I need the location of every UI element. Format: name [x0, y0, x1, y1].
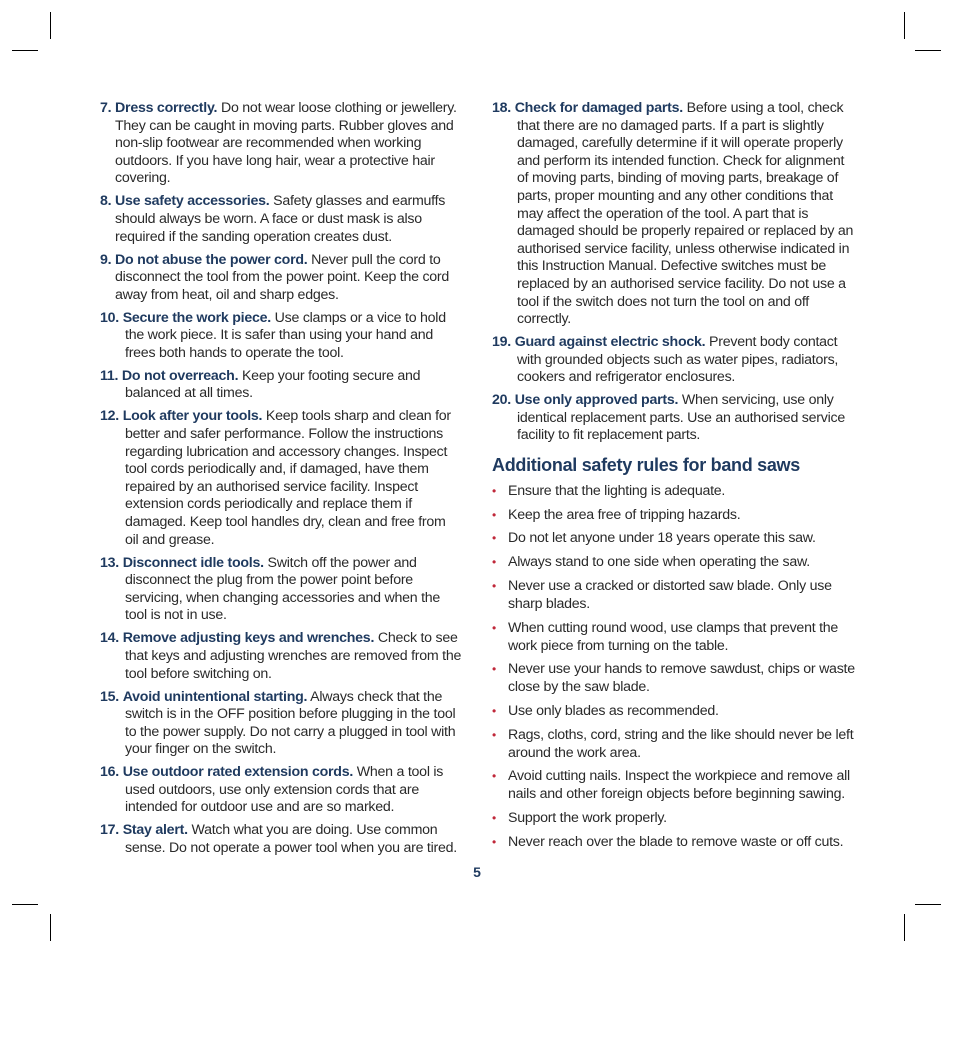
item-title: Remove adjusting keys and wrenches. [122, 630, 375, 647]
list-item-text: Never use your hands to remove sawdust, chips or waste close by the saw blade. [508, 661, 855, 696]
right-column [492, 100, 857, 856]
item-number: 17. [100, 822, 119, 839]
bullet-icon: • [492, 484, 496, 499]
bullet-icon: • [492, 727, 496, 742]
list-item [492, 809, 857, 827]
list-item [492, 660, 857, 696]
item-title: Secure the work piece. [122, 309, 271, 326]
list-item [492, 726, 857, 762]
list-item-text: Avoid cutting nails. Inspect the workpiece and remove all nails and other foreign objects before beginning sawing. [508, 768, 850, 803]
page-number: 5 [473, 864, 481, 880]
list-item [492, 529, 857, 547]
item-text: Do not wear loose clothing or jewellery. They can be caught in moving parts. Rubber gloves and non-slip footwear are recommended when working outdoors. If you have long hair, wear a protective hair covering. [115, 100, 457, 187]
item-text: Check to see that keys and adjusting wrenches are removed from the tool before switching on. [125, 630, 462, 682]
crop-mark-bottom-left-v [50, 914, 51, 941]
bullet-icon: • [492, 810, 496, 825]
safety-item [492, 334, 857, 387]
item-text: Keep tools sharp and clean for better and safer performance. Follow the instructions regarding lubrication and accessory changes. Inspect tool cords periodically and, if damaged, have them repaired by an authorised service facility. Inspect extension cords periodically and replace them if damaged. Keep tool handles dry, clean and free from oil and grease. [125, 408, 451, 548]
list-item-text: Never reach over the blade to remove waste or off cuts. [508, 833, 844, 850]
list-item [492, 619, 857, 655]
list-item [492, 767, 857, 803]
list-item [492, 702, 857, 720]
list-item-text: Rags, cloths, cord, string and the like should never be left around the work area. [508, 726, 854, 761]
item-text: Keep your footing secure and balanced at all times. [125, 367, 421, 402]
bullet-icon: • [492, 834, 496, 849]
safety-item [100, 252, 462, 305]
safety-item [100, 689, 462, 759]
item-text: Before using a tool, check that there are no damaged parts. If a part is slightly damaged, carefully determine if it will operate properly and perform its intended function. Check for alignment of moving parts, binding of moving parts, breakage of parts, proper mounting and any other conditions that may affect the operation of the tool. A part that is damaged should be properly repaired or replaced by an authorised service facility, unless otherwise indicated in this Instruction Manual. Defective switches must be replaced by an authorised service facility. Do not use a tool if the switch does not turn the tool on and off correctly. [517, 100, 854, 328]
item-number: 16. [100, 764, 119, 781]
item-text: When servicing, use only identical replacement parts. Use an authorised service facility to fit replacement parts. [517, 392, 845, 444]
bullet-icon: • [492, 507, 496, 522]
safety-item [100, 193, 462, 246]
safety-item [100, 822, 462, 857]
item-number: 12. [100, 408, 119, 425]
left-column [100, 100, 462, 863]
list-item-text: Keep the area free of tripping hazards. [508, 506, 741, 523]
item-title: Do not overreach. [121, 367, 239, 384]
item-title: Avoid unintentional starting. [122, 688, 308, 705]
list-item [492, 506, 857, 524]
item-number: 11. [100, 367, 119, 384]
item-text: Switch off the power and disconnect the plug from the power point before servicing, when changing accessories and when the tool is not in use. [125, 554, 441, 624]
list-item-text: Always stand to one side when operating the saw. [508, 554, 810, 571]
safety-item [100, 408, 462, 549]
item-number: 7. [100, 100, 112, 116]
list-item [492, 482, 857, 500]
item-text: Prevent body contact with grounded objects such as water pipes, radiators, cookers and refrigerator enclosures. [517, 334, 839, 386]
item-text: Use clamps or a vice to hold the work piece. It is safer than using your hand and frees both hands to operate the tool. [125, 309, 446, 361]
item-text: When a tool is used outdoors, use only extension cords that are intended for outdoor use and are so marked. [125, 764, 444, 816]
list-item-text: Never use a cracked or distorted saw blade. Only use sharp blades. [508, 577, 832, 612]
bullet-icon: • [492, 531, 496, 546]
list-item-text: Ensure that the lighting is adequate. [508, 483, 726, 500]
item-text: Never pull the cord to disconnect the tool from the power point. Keep the cord away from heat, oil and sharp edges. [115, 251, 450, 303]
bullet-icon: • [492, 555, 496, 570]
safety-item [100, 368, 462, 403]
safety-item [100, 310, 462, 363]
list-item [492, 577, 857, 613]
item-number: 10. [100, 309, 119, 326]
item-title: Dress correctly. [115, 100, 218, 116]
bullet-icon: • [492, 620, 496, 635]
list-item-text: Do not let anyone under 18 years operate this saw. [508, 530, 816, 547]
item-title: Disconnect idle tools. [122, 554, 264, 571]
item-text: Watch what you are doing. Use common sense. Do not operate a power tool when you are tired. [125, 822, 457, 857]
bullet-icon: • [492, 662, 496, 677]
crop-mark-top-right-h [915, 50, 941, 51]
list-item-text: Use only blades as recommended. [508, 702, 719, 719]
item-number: 13. [100, 554, 119, 571]
list-item [492, 833, 857, 851]
bullet-icon: • [492, 578, 496, 593]
item-title: Check for damaged parts. [514, 100, 683, 116]
section-heading: Additional safety rules for band saws [492, 455, 800, 476]
safety-item [100, 764, 462, 817]
bullet-icon: • [492, 703, 496, 718]
item-title: Use outdoor rated extension cords. [122, 764, 354, 781]
item-title: Look after your tools. [122, 408, 263, 425]
item-title: Use only approved parts. [514, 392, 679, 409]
item-title: Stay alert. [122, 822, 188, 839]
list-item-text: Support the work properly. [508, 809, 667, 826]
safety-item [492, 392, 857, 445]
item-number: 14. [100, 630, 119, 647]
crop-mark-top-right-v [904, 12, 905, 39]
item-number: 19. [492, 334, 511, 351]
safety-item [100, 630, 462, 683]
bullet-icon: • [492, 769, 496, 784]
list-item [492, 553, 857, 571]
item-title: Do not abuse the power cord. [115, 251, 308, 268]
safety-item [492, 100, 857, 329]
item-number: 9. [100, 251, 112, 268]
item-number: 15. [100, 688, 119, 705]
crop-mark-bottom-right-h [915, 904, 941, 905]
item-title: Use safety accessories. [115, 193, 270, 210]
safety-item [100, 100, 462, 188]
item-number: 18. [492, 100, 511, 116]
crop-mark-top-left-v [50, 12, 51, 39]
item-title: Guard against electric shock. [514, 334, 706, 351]
crop-mark-bottom-left-h [12, 904, 38, 905]
band-saw-rules-list [492, 482, 857, 851]
item-text: Safety glasses and earmuffs should always be worn. A face or dust mask is also required if the sanding operation creates dust. [115, 193, 446, 245]
list-item-text: When cutting round wood, use clamps that prevent the work piece from turning on the table. [508, 619, 839, 654]
crop-mark-bottom-right-v [904, 914, 905, 941]
crop-mark-top-left-h [12, 50, 38, 51]
safety-item [100, 555, 462, 625]
item-number: 20. [492, 392, 511, 409]
item-text: Always check that the switch is in the OFF position before plugging in the tool to the power supply. Do not carry a plugged in tool with your finger on the switch. [125, 688, 456, 758]
item-number: 8. [100, 193, 112, 210]
